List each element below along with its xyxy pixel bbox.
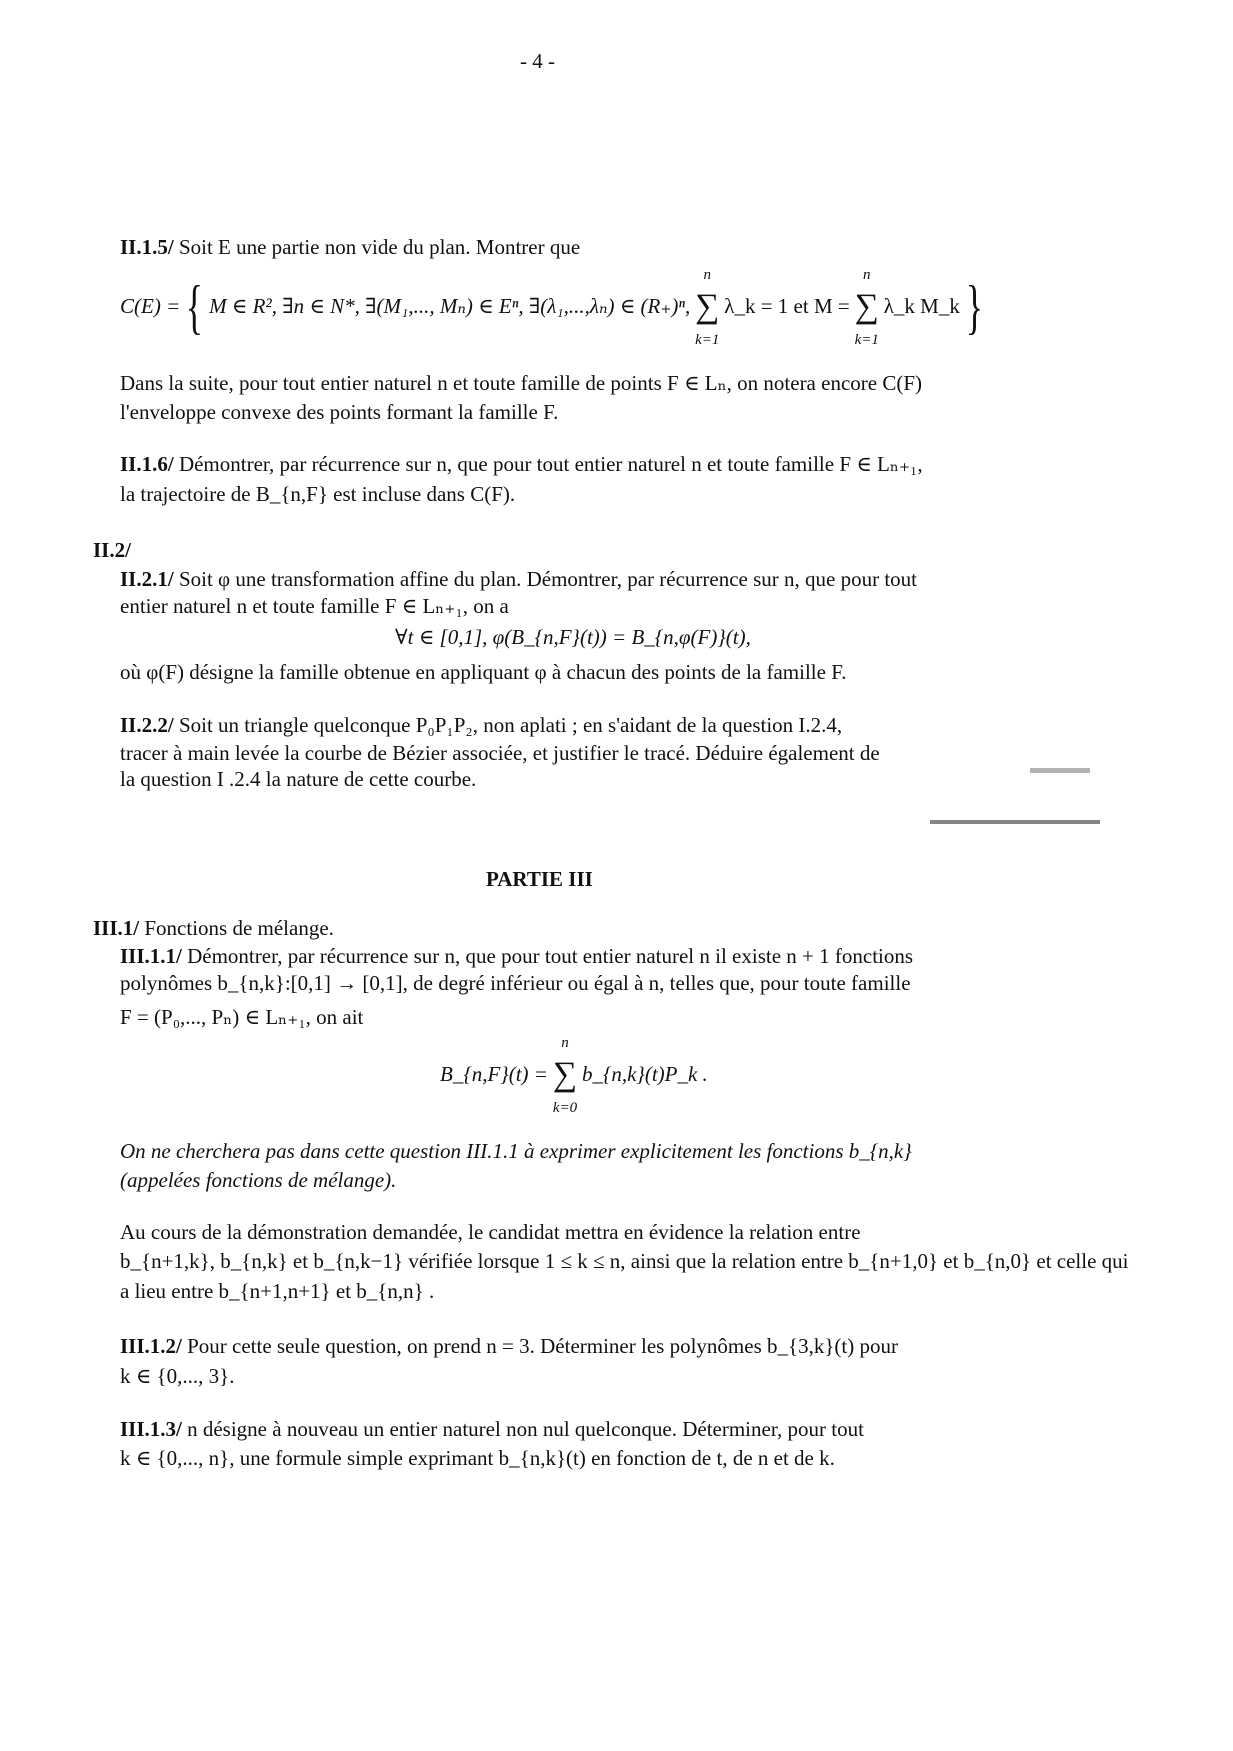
question-II21 bbox=[120, 566, 917, 593]
formula-affine: ∀t ∈ [0,1], φ(B_{n,F}(t)) = B_{n,φ(F)}(t), bbox=[395, 625, 751, 649]
note-suite-line1: Dans la suite, pour tout entier naturel n et toute famille de points F ∈ Lₙ, on notera encore C(F) bbox=[120, 371, 923, 395]
note-suite-line2: l'enveloppe convexe des points formant la famille F. bbox=[120, 400, 559, 424]
left-brace: { bbox=[186, 274, 204, 340]
scan-smudge bbox=[930, 820, 1100, 824]
question-II16-line2: la trajectoire de B_{n,F} est incluse dans C(F). bbox=[120, 482, 516, 506]
note-demo-line2: b_{n+1,k}, b_{n,k} et b_{n,k−1} vérifiée lorsque 1 ≤ k ≤ n, ainsi que la relation entre b_{n+1,0} et b_{n,0} et celle qui bbox=[120, 1249, 1129, 1273]
question-II21-line3: où φ(F) désigne la famille obtenue en appliquant φ à chacun des points de la famille F. bbox=[120, 660, 847, 684]
sum-symbol-2 bbox=[850, 266, 884, 348]
sum-lower-limit: k=0 bbox=[552, 1099, 578, 1116]
sum-symbol-1 bbox=[690, 266, 724, 348]
sum-lower-limit: k=1 bbox=[854, 331, 879, 348]
question-text: Soit φ une transformation affine du plan. Démontrer, par récurrence sur n, que pour tout bbox=[173, 567, 918, 591]
question-label: III.1.3/ bbox=[120, 1417, 182, 1441]
scan-smudge bbox=[1030, 768, 1090, 773]
question-II22-line2: tracer à main levée la courbe de Bézier associée, et justifier le tracé. Déduire également de bbox=[120, 741, 880, 765]
sum2-term: λ_k M_k bbox=[883, 294, 960, 319]
note-italic-line1: On ne cherchera pas dans cette question III.1.1 à exprimer explicitement les fonctions b_{n,k} bbox=[120, 1139, 912, 1163]
question-II16 bbox=[120, 451, 923, 478]
question-II22-line3: la question I .2.4 la nature de cette courbe. bbox=[120, 767, 477, 791]
sigma-glyph: ∑ bbox=[854, 287, 879, 325]
sum1-term: λ_k = 1 et M = bbox=[724, 294, 850, 319]
formula-left: B_{n,F}(t) = bbox=[440, 1062, 548, 1087]
section-II2: II.2/ bbox=[93, 538, 131, 562]
sum-upper-limit: n bbox=[561, 1034, 569, 1051]
sum-lower-limit: k=1 bbox=[695, 331, 720, 348]
question-text: n désigne à nouveau un entier naturel non nul quelconque. Déterminer, pour tout bbox=[181, 1417, 864, 1441]
question-text: Démontrer, par récurrence sur n, que pour tout entier naturel n et toute famille F ∈ Lₙ₊₁, bbox=[173, 452, 923, 476]
sum-upper-limit: n bbox=[862, 266, 871, 283]
formula-body: M ∈ R², ∃n ∈ N*, ∃(M₁,..., Mₙ) ∈ Eⁿ, ∃(λ₁,...,λₙ) ∈ (R₊)ⁿ, bbox=[209, 294, 691, 319]
sum-symbol bbox=[548, 1034, 582, 1116]
question-III11-line2: polynômes b_{n,k}:[0,1] → [0,1], de degré inférieur ou égal à n, telles que, pour toute famille bbox=[120, 971, 911, 995]
sigma-glyph: ∑ bbox=[552, 1055, 578, 1093]
question-label: II.1.5/ bbox=[120, 235, 174, 259]
question-text: Soit E une partie non vide du plan. Montrer que bbox=[173, 235, 581, 259]
page-number: - 4 - bbox=[520, 49, 555, 73]
formula-convex-hull bbox=[120, 266, 989, 348]
question-text: Fonctions de mélange. bbox=[139, 916, 334, 940]
sum-upper-limit: n bbox=[703, 266, 712, 283]
question-III13-line2: k ∈ {0,..., n}, une formule simple exprimant b_{n,k}(t) en fonction de t, de n et de k. bbox=[120, 1446, 835, 1470]
question-III11-line3: F = (P₀,..., Pₙ) ∈ Lₙ₊₁, on ait bbox=[120, 1005, 364, 1029]
question-label: II.1.6/ bbox=[120, 452, 174, 476]
right-brace: } bbox=[965, 274, 983, 340]
question-label: II.2.1/ bbox=[120, 567, 174, 591]
partie-title: PARTIE III bbox=[486, 867, 593, 891]
question-label: III.1.1/ bbox=[120, 944, 182, 968]
question-label: III.1/ bbox=[93, 916, 140, 940]
formula-left: C(E) = bbox=[120, 294, 181, 319]
question-text: Pour cette seule question, on prend n = 3. Déterminer les polynômes b_{3,k}(t) pour bbox=[181, 1334, 898, 1358]
question-II22 bbox=[120, 712, 842, 739]
question-label: III.1.2/ bbox=[120, 1334, 182, 1358]
note-demo-line3: a lieu entre b_{n+1,n+1} et b_{n,n} . bbox=[120, 1279, 435, 1303]
question-II15 bbox=[120, 234, 580, 261]
formula-bezier-sum bbox=[440, 1034, 708, 1116]
question-text: Soit un triangle quelconque P₀P₁P₂, non aplati ; en s'aidant de la question I.2.4, bbox=[173, 713, 843, 737]
question-II21-line2: entier naturel n et toute famille F ∈ Lₙ₊₁, on a bbox=[120, 594, 509, 618]
question-text: Démontrer, par récurrence sur n, que pour tout entier naturel n il existe n + 1 fonctions bbox=[181, 944, 914, 968]
question-label: II.2.2/ bbox=[120, 713, 174, 737]
question-III12 bbox=[120, 1333, 898, 1360]
note-italic-line2: (appelées fonctions de mélange). bbox=[120, 1168, 397, 1192]
formula-right: b_{n,k}(t)P_k . bbox=[581, 1062, 708, 1087]
question-III11 bbox=[120, 943, 913, 970]
sigma-glyph: ∑ bbox=[695, 287, 720, 325]
question-III12-line2: k ∈ {0,..., 3}. bbox=[120, 1364, 235, 1388]
question-III1 bbox=[93, 915, 334, 942]
note-demo-line1: Au cours de la démonstration demandée, le candidat mettra en évidence la relation entre bbox=[120, 1220, 861, 1244]
question-III13 bbox=[120, 1416, 864, 1443]
